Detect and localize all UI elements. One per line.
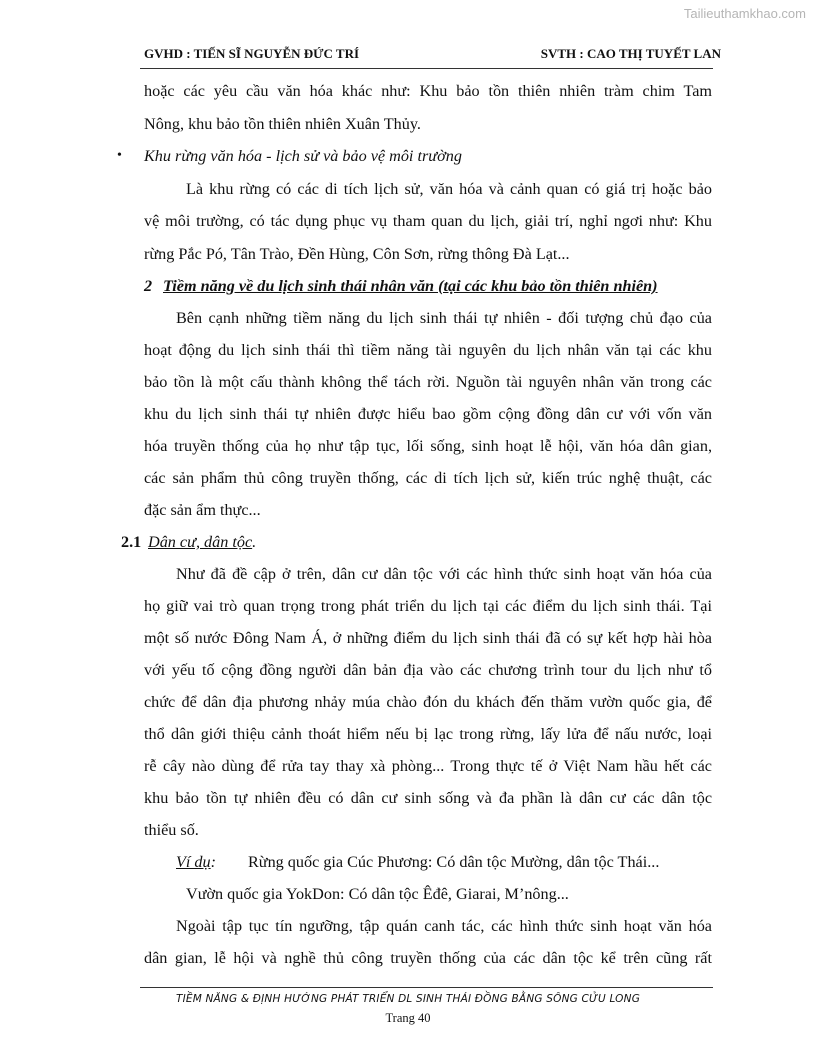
- body-line: Là khu rừng có các di tích lịch sử, văn hóa và cảnh quan có giá trị hoặc bảo: [186, 180, 712, 198]
- body-line: hoạt động du lịch sinh thái thì tiềm năng tài nguyên du lịch nhân văn tại các khu: [144, 341, 712, 359]
- example-line: Vườn quốc gia YokDon: Có dân tộc Êđê, Giarai, M’nông...: [186, 885, 569, 903]
- header-student: SVTH : CAO THỊ TUYẾT LAN: [540, 46, 721, 61]
- body-line: Nông, khu bảo tồn thiên nhiên Xuân Thủy.: [144, 115, 421, 133]
- body-line: một số nước Đông Nam Á, ở những điểm du lịch sinh thái đã có sự kết hợp hài hòa: [144, 629, 712, 647]
- body-line: các sản phẩm thủ công truyền thống, các di tích lịch sử, kiến trúc nghệ thuật, các: [144, 469, 712, 487]
- section-2-heading: Tiềm năng về du lịch sinh thái nhân văn (tại các khu bảo tồn thiên nhiên): [163, 277, 658, 295]
- footer-divider: [140, 987, 713, 988]
- body-line: hoặc các yêu cầu văn hóa khác như: Khu bảo tồn thiên nhiên tràm chim Tam: [144, 82, 712, 100]
- bullet-heading: Khu rừng văn hóa - lịch sử và bảo vệ môi trường: [144, 147, 462, 165]
- header-advisor: GVHD : TIẾN SĨ NGUYỄN ĐỨC TRÍ: [144, 46, 360, 61]
- body-line: họ giữ vai trò quan trọng trong phát triển du lịch tại các điểm du lịch sinh thái. Tại: [144, 597, 712, 615]
- body-line: Ngoài tập tục tín ngưỡng, tập quán canh tác, các hình thức sinh hoạt văn hóa: [176, 917, 712, 935]
- example-label-colon: :: [210, 853, 217, 871]
- body-line: Bên cạnh những tiềm năng du lịch sinh thái tự nhiên - đối tượng chủ đạo của: [176, 309, 712, 327]
- bullet-icon: •: [117, 148, 122, 163]
- body-line: dân gian, lễ hội và nghề thủ công truyền thống của các dân tộc kể trên cũng rất: [144, 949, 712, 967]
- page-number: Trang 40: [385, 1011, 431, 1025]
- body-line: hóa truyền thống của họ như tập tục, lối sống, sinh hoạt lễ hội, văn hóa dân gian,: [144, 437, 712, 455]
- watermark: Tailieuthamkhao.com: [683, 6, 806, 21]
- body-line: khu bảo tồn tự nhiên đều có dân cư sinh sống và đa phần là dân cư các dân tộc: [144, 789, 712, 807]
- body-line: chức để dân địa phương nhảy múa chào đón du khách đến thăm vườn quốc gia, để: [144, 693, 712, 711]
- body-line: đặc sản ẩm thực...: [144, 501, 261, 519]
- body-line: với yếu tố cộng đồng người dân bản địa vào các chương trình tour du lịch như tổ: [144, 661, 712, 679]
- example-line: Rừng quốc gia Cúc Phương: Có dân tộc Mường, dân tộc Thái...: [248, 853, 660, 871]
- body-line: vệ môi trường, có tác dụng phục vụ tham quan du lịch, giải trí, nghỉ ngơi như: Khu: [144, 212, 712, 230]
- section-2-1-heading: [148, 533, 256, 552]
- footer-title: TIỀM NĂNG & ĐỊNH HƯỚNG PHÁT TRIỂN DL SINH THÁI ĐỒNG BẰNG SÔNG CỬU LONG: [175, 993, 641, 1005]
- body-line: thổ dân giới thiệu cảnh thoát hiểm nếu bị lạc trong rừng, lấy lửa để nấu nước, loại: [144, 725, 712, 743]
- section-2-1-title: Dân cư, dân tộc: [148, 533, 253, 551]
- body-line: rễ cây nào dùng để rửa tay thay xà phòng... Trong thực tế ở Việt Nam hầu hết các: [144, 757, 712, 775]
- body-line: Như đã đề cập ở trên, dân cư dân tộc với các hình thức sinh hoạt văn hóa của: [176, 565, 712, 583]
- body-line: rừng Pắc Pó, Tân Trào, Đền Hùng, Côn Sơn, rừng thông Đà Lạt...: [144, 245, 570, 263]
- section-2-number: 2: [144, 277, 153, 295]
- section-2-1-number: 2.1: [121, 533, 142, 551]
- section-2-1-dot: .: [252, 533, 257, 551]
- example-label-text: Ví dụ: [176, 853, 211, 871]
- example-label: [176, 853, 216, 872]
- body-line: bảo tồn là một cấu thành không thể tách rời. Nguồn tài nguyên nhân văn trong các: [144, 373, 712, 391]
- body-line: khu du lịch sinh thái tự nhiên được hiểu bao gồm cộng đồng dân cư với vốn văn: [144, 405, 712, 423]
- header-divider: [140, 68, 713, 69]
- body-line: thiểu số.: [144, 821, 199, 839]
